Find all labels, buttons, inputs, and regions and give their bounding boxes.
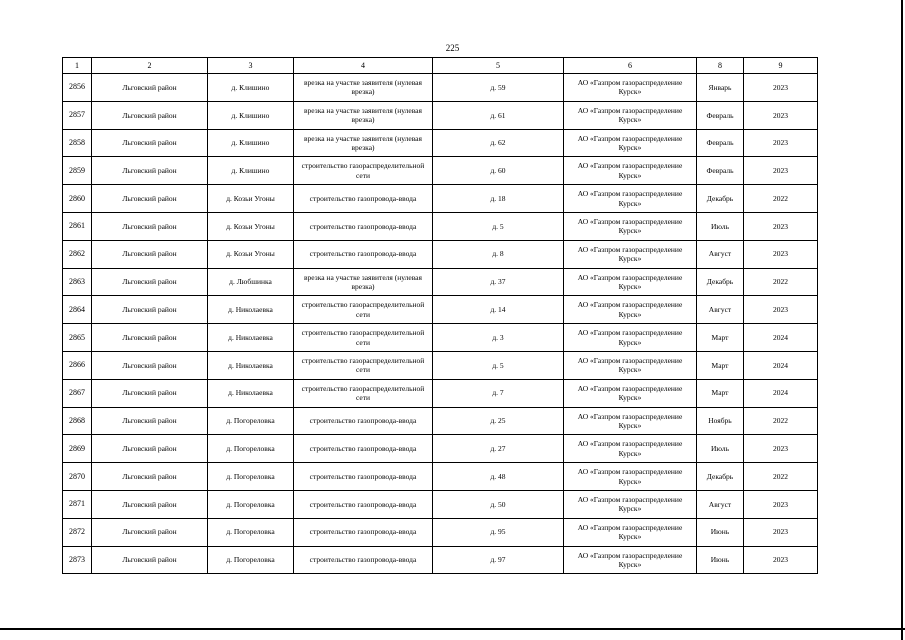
- column-header: 4: [294, 58, 433, 74]
- table-row: [63, 157, 818, 185]
- work-type-cell: строительство газопровода-ввода: [294, 463, 433, 491]
- header-row: [63, 58, 818, 74]
- organization-cell: АО «Газпром газораспределение Курск»: [564, 212, 697, 240]
- column-header: 9: [744, 58, 818, 74]
- month-cell: Декабрь: [697, 268, 744, 296]
- address-cell: д. 25: [433, 407, 564, 435]
- address-cell: д. 37: [433, 268, 564, 296]
- address-cell: д. 8: [433, 240, 564, 268]
- settlement-cell: д. Клишино: [208, 74, 294, 102]
- organization-cell: АО «Газпром газораспределение Курск»: [564, 546, 697, 574]
- organization-cell: АО «Газпром газораспределение Курск»: [564, 157, 697, 185]
- table-row: [63, 101, 818, 129]
- district-cell: Льговский район: [92, 490, 208, 518]
- month-cell: Август: [697, 296, 744, 324]
- district-cell: Льговский район: [92, 407, 208, 435]
- settlement-cell: д. Козьи Угоны: [208, 240, 294, 268]
- address-cell: д. 61: [433, 101, 564, 129]
- settlement-cell: д. Николаевка: [208, 351, 294, 379]
- work-type-cell: строительство газопровода-ввода: [294, 240, 433, 268]
- work-type-cell: врезка на участке заявителя (нулевая врезка): [294, 74, 433, 102]
- row-number-cell: 2856: [63, 74, 92, 102]
- address-cell: д. 59: [433, 74, 564, 102]
- month-cell: Июнь: [697, 546, 744, 574]
- table-row: [63, 74, 818, 102]
- address-cell: д. 62: [433, 129, 564, 157]
- table-row: [63, 129, 818, 157]
- month-cell: Февраль: [697, 101, 744, 129]
- year-cell: 2023: [744, 490, 818, 518]
- work-type-cell: строительство газопровода-ввода: [294, 185, 433, 213]
- table-row: [63, 212, 818, 240]
- table-row: [63, 185, 818, 213]
- settlement-cell: д. Козьи Угоны: [208, 212, 294, 240]
- table-row: [63, 379, 818, 407]
- table-row: [63, 490, 818, 518]
- work-type-cell: строительство газопровода-ввода: [294, 546, 433, 574]
- month-cell: Март: [697, 351, 744, 379]
- organization-cell: АО «Газпром газораспределение Курск»: [564, 379, 697, 407]
- row-number-cell: 2860: [63, 185, 92, 213]
- row-number-cell: 2868: [63, 407, 92, 435]
- district-cell: Льговский район: [92, 546, 208, 574]
- work-type-cell: строительство газораспределительной сети: [294, 157, 433, 185]
- month-cell: Декабрь: [697, 463, 744, 491]
- settlement-cell: д. Николаевка: [208, 296, 294, 324]
- year-cell: 2023: [744, 101, 818, 129]
- district-cell: Льговский район: [92, 74, 208, 102]
- organization-cell: АО «Газпром газораспределение Курск»: [564, 240, 697, 268]
- row-number-cell: 2859: [63, 157, 92, 185]
- month-cell: Март: [697, 324, 744, 352]
- address-cell: д. 3: [433, 324, 564, 352]
- address-cell: д. 5: [433, 212, 564, 240]
- organization-cell: АО «Газпром газораспределение Курск»: [564, 435, 697, 463]
- work-type-cell: врезка на участке заявителя (нулевая врезка): [294, 129, 433, 157]
- year-cell: 2022: [744, 463, 818, 491]
- settlement-cell: д. Николаевка: [208, 324, 294, 352]
- settlement-cell: д. Клишино: [208, 157, 294, 185]
- page-edge-right: [901, 0, 903, 640]
- month-cell: Январь: [697, 74, 744, 102]
- work-type-cell: строительство газопровода-ввода: [294, 407, 433, 435]
- table-row: [63, 546, 818, 574]
- month-cell: Июнь: [697, 518, 744, 546]
- gas-connection-table: [62, 57, 818, 574]
- work-type-cell: строительство газораспределительной сети: [294, 351, 433, 379]
- row-number-cell: 2861: [63, 212, 92, 240]
- district-cell: Льговский район: [92, 240, 208, 268]
- district-cell: Льговский район: [92, 435, 208, 463]
- table-row: [63, 518, 818, 546]
- district-cell: Льговский район: [92, 101, 208, 129]
- year-cell: 2023: [744, 157, 818, 185]
- column-header: 2: [92, 58, 208, 74]
- year-cell: 2023: [744, 435, 818, 463]
- address-cell: д. 7: [433, 379, 564, 407]
- address-cell: д. 27: [433, 435, 564, 463]
- district-cell: Льговский район: [92, 129, 208, 157]
- year-cell: 2024: [744, 379, 818, 407]
- organization-cell: АО «Газпром газораспределение Курск»: [564, 518, 697, 546]
- year-cell: 2023: [744, 296, 818, 324]
- table-row: [63, 463, 818, 491]
- row-number-cell: 2866: [63, 351, 92, 379]
- organization-cell: АО «Газпром газораспределение Курск»: [564, 268, 697, 296]
- row-number-cell: 2869: [63, 435, 92, 463]
- work-type-cell: строительство газопровода-ввода: [294, 212, 433, 240]
- district-cell: Льговский район: [92, 324, 208, 352]
- work-type-cell: строительство газопровода-ввода: [294, 518, 433, 546]
- year-cell: 2022: [744, 407, 818, 435]
- organization-cell: АО «Газпром газораспределение Курск»: [564, 74, 697, 102]
- year-cell: 2023: [744, 518, 818, 546]
- district-cell: Льговский район: [92, 463, 208, 491]
- work-type-cell: врезка на участке заявителя (нулевая врезка): [294, 268, 433, 296]
- row-number-cell: 2873: [63, 546, 92, 574]
- settlement-cell: д. Погореловка: [208, 435, 294, 463]
- year-cell: 2024: [744, 324, 818, 352]
- month-cell: Август: [697, 240, 744, 268]
- year-cell: 2023: [744, 74, 818, 102]
- address-cell: д. 5: [433, 351, 564, 379]
- address-cell: д. 18: [433, 185, 564, 213]
- settlement-cell: д. Клишино: [208, 129, 294, 157]
- address-cell: д. 14: [433, 296, 564, 324]
- year-cell: 2023: [744, 129, 818, 157]
- table-row: [63, 296, 818, 324]
- district-cell: Льговский район: [92, 157, 208, 185]
- month-cell: Февраль: [697, 129, 744, 157]
- address-cell: д. 48: [433, 463, 564, 491]
- column-header: 6: [564, 58, 697, 74]
- address-cell: д. 97: [433, 546, 564, 574]
- organization-cell: АО «Газпром газораспределение Курск»: [564, 129, 697, 157]
- work-type-cell: строительство газораспределительной сети: [294, 296, 433, 324]
- organization-cell: АО «Газпром газораспределение Курск»: [564, 324, 697, 352]
- district-cell: Льговский район: [92, 212, 208, 240]
- district-cell: Льговский район: [92, 379, 208, 407]
- settlement-cell: д. Погореловка: [208, 490, 294, 518]
- month-cell: Июль: [697, 212, 744, 240]
- settlement-cell: д. Козьи Угоны: [208, 185, 294, 213]
- address-cell: д. 60: [433, 157, 564, 185]
- row-number-cell: 2862: [63, 240, 92, 268]
- column-header: 1: [63, 58, 92, 74]
- district-cell: Льговский район: [92, 518, 208, 546]
- year-cell: 2023: [744, 240, 818, 268]
- district-cell: Льговский район: [92, 351, 208, 379]
- settlement-cell: д. Клишино: [208, 101, 294, 129]
- page-edge-bottom: [0, 628, 905, 630]
- row-number-cell: 2867: [63, 379, 92, 407]
- row-number-cell: 2864: [63, 296, 92, 324]
- month-cell: Февраль: [697, 157, 744, 185]
- row-number-cell: 2871: [63, 490, 92, 518]
- settlement-cell: д. Погореловка: [208, 407, 294, 435]
- year-cell: 2023: [744, 546, 818, 574]
- settlement-cell: д. Погореловка: [208, 518, 294, 546]
- row-number-cell: 2857: [63, 101, 92, 129]
- year-cell: 2022: [744, 268, 818, 296]
- district-cell: Льговский район: [92, 268, 208, 296]
- month-cell: Декабрь: [697, 185, 744, 213]
- settlement-cell: д. Любшинка: [208, 268, 294, 296]
- settlement-cell: д. Погореловка: [208, 463, 294, 491]
- row-number-cell: 2863: [63, 268, 92, 296]
- organization-cell: АО «Газпром газораспределение Курск»: [564, 351, 697, 379]
- month-cell: Март: [697, 379, 744, 407]
- row-number-cell: 2865: [63, 324, 92, 352]
- month-cell: Ноябрь: [697, 407, 744, 435]
- month-cell: Август: [697, 490, 744, 518]
- work-type-cell: строительство газораспределительной сети: [294, 379, 433, 407]
- address-cell: д. 95: [433, 518, 564, 546]
- work-type-cell: строительство газопровода-ввода: [294, 490, 433, 518]
- district-cell: Льговский район: [92, 185, 208, 213]
- organization-cell: АО «Газпром газораспределение Курск»: [564, 296, 697, 324]
- month-cell: Июль: [697, 435, 744, 463]
- table-row: [63, 324, 818, 352]
- work-type-cell: врезка на участке заявителя (нулевая врезка): [294, 101, 433, 129]
- organization-cell: АО «Газпром газораспределение Курск»: [564, 407, 697, 435]
- table-row: [63, 435, 818, 463]
- settlement-cell: д. Погореловка: [208, 546, 294, 574]
- work-type-cell: строительство газопровода-ввода: [294, 435, 433, 463]
- year-cell: 2022: [744, 185, 818, 213]
- organization-cell: АО «Газпром газораспределение Курск»: [564, 463, 697, 491]
- settlement-cell: д. Николаевка: [208, 379, 294, 407]
- row-number-cell: 2870: [63, 463, 92, 491]
- column-header: 8: [697, 58, 744, 74]
- table-body: [63, 74, 818, 574]
- organization-cell: АО «Газпром газораспределение Курск»: [564, 490, 697, 518]
- work-type-cell: строительство газораспределительной сети: [294, 324, 433, 352]
- row-number-cell: 2858: [63, 129, 92, 157]
- table-row: [63, 268, 818, 296]
- district-cell: Льговский район: [92, 296, 208, 324]
- year-cell: 2023: [744, 212, 818, 240]
- table-row: [63, 407, 818, 435]
- column-header: 5: [433, 58, 564, 74]
- table-row: [63, 351, 818, 379]
- organization-cell: АО «Газпром газораспределение Курск»: [564, 101, 697, 129]
- table-row: [63, 240, 818, 268]
- page-number: 225: [445, 43, 460, 53]
- address-cell: д. 50: [433, 490, 564, 518]
- column-header: 3: [208, 58, 294, 74]
- organization-cell: АО «Газпром газораспределение Курск»: [564, 185, 697, 213]
- row-number-cell: 2872: [63, 518, 92, 546]
- year-cell: 2024: [744, 351, 818, 379]
